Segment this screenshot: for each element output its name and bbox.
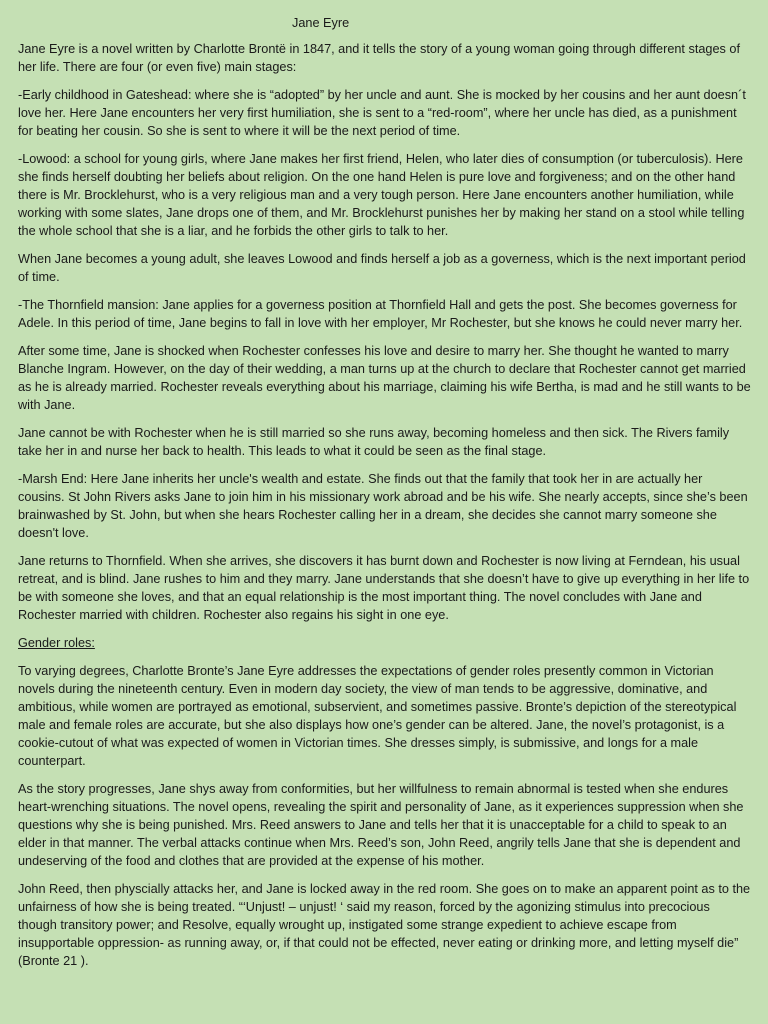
runaway-paragraph: Jane cannot be with Rochester when he is still married so she runs away, becoming homeless and then sick. The Rivers family take her in and nurse her back to health. This leads to what it could be seen as the final stage.: [18, 426, 730, 458]
red-room-paragraph: John Reed, then physcially attacks her, and Jane is locked away in the red room. She goes on to make an apparent point as to the unfairness of how she is being treated. “‘Unjust! – unjust! ‘ said my reason, forced by the agonizing stimulus into precocious though transitory power; and Resolve, equally wrought up, instigated some strange expedient to achieve escape from insupportable oppression- as running away, or, if that could not be effected, never eating or drinking more, and letting myself die” (Bronte 21 ).: [18, 882, 751, 968]
conformity-paragraph: As the story progresses, Jane shys away from conformities, but her willfulness to remain abnormal is tested when she endures heart-wrenching situations. The novel opens, revealing the spirit and personality of Jane, as it experiences suppression when she questions why she is being punished. Mrs. Reed answers to Jane and tells her that it is unacceptable for a child to speak to an elder in that manner. The verbal attacks continue when Mrs. Reed’s son, John Reed, angrily tells Jane that she is dependent and undeserving of the food and clothes that are provided at the expense of his mother.: [18, 782, 744, 868]
thornfield-paragraph: -The Thornfield mansion: Jane applies for a governess position at Thornfield Hall and gets the post. She becomes governess for Adele. In this period of time, Jane begins to fall in love with her employer, Mr Rochester, but she knows he could never marry her.: [18, 298, 743, 330]
intro-paragraph: Jane Eyre is a novel written by Charlotte Brontë in 1847, and it tells the story of a young woman going through different stages of her life. There are four (or even five) main stages:: [18, 42, 740, 74]
proposal-paragraph: After some time, Jane is shocked when Rochester confesses his love and desire to marry her. She thought he wanted to marry Blanche Ingram. However, on the day of their wedding, a man turns up at the church to declare that Rochester cannot get married as he is already married. Rochester reveals everything about his marriage, claiming his wife Bertha, is mad and he still wants to be with Jane.: [18, 344, 751, 412]
gateshead-paragraph: -Early childhood in Gateshead: where she is “adopted” by her uncle and aunt. She is mocked by her cousins and her aunt doesn´t love her. Here Jane encounters her very first humiliation, she is sent to a “red-room”, where her uncle has died, as a punishment for beating her cousin. So she is sent to where it will be the next period of time.: [18, 88, 746, 138]
marsh-end-paragraph: -Marsh End: Here Jane inherits her uncle's wealth and estate. She finds out that the family that took her in are actually her cousins. St John Rivers asks Jane to join him in his missionary work abroad and be his wife. She nearly accepts, since she’s been brainwashed by St. John, but when she hears Rochester calling her in a dream, she decides she cannot marry someone she doesn't love.: [18, 472, 748, 540]
lowood-paragraph: -Lowood: a school for young girls, where Jane makes her first friend, Helen, who later dies of consumption (or tuberculosis). Here she finds herself doubting her beliefs about religion. On the one hand Helen is pure love and forgiveness; and on the other hand there is Mr. Brocklehurst, who is a very religious man and a very tough person. Here Jane encounters another humiliation, while working with some slates, Jane drops one of them, and Mr. Brocklehurst punishes her by making her stand on a stool while telling the whole school that she is a liar, and he forbids the other girls to talk to her.: [18, 152, 745, 238]
document-page: [18, 14, 752, 980]
document-title: Jane Eyre: [292, 16, 350, 30]
young-adult-paragraph: When Jane becomes a young adult, she leaves Lowood and finds herself a job as a governess, which is the next important period of time.: [18, 252, 746, 284]
gender-expectations-paragraph: To varying degrees, Charlotte Bronte’s Jane Eyre addresses the expectations of gender roles presently common in Victorian novels during the nineteenth century. Even in modern day society, the view of man tends to be aggressive, dominative, and ambitious, while women are portrayed as emotional, subservient, and sometimes passive. Bronte’s depiction of the stereotypical male and female roles are accurate, but she also displays how one’s gender can be altered. Jane, the novel’s protagonist, is a cookie-cutout of what was expected of women in Victorian times. She dresses simply, is submissive, and longs for a male counterpart.: [18, 664, 737, 768]
return-paragraph: Jane returns to Thornfield. When she arrives, she discovers it has burnt down and Rochester is now living at Ferndean, his usual retreat, and is blind. Jane rushes to him and they marry. Jane understands that she doesn’t have to give up everything in her life to be with someone she loves, and that an equal relationship is the most important thing. The novel concludes with Jane and Rochester married with children. Rochester also regains his sight in one eye.: [18, 554, 750, 622]
gender-roles-heading: Gender roles:: [18, 636, 95, 650]
